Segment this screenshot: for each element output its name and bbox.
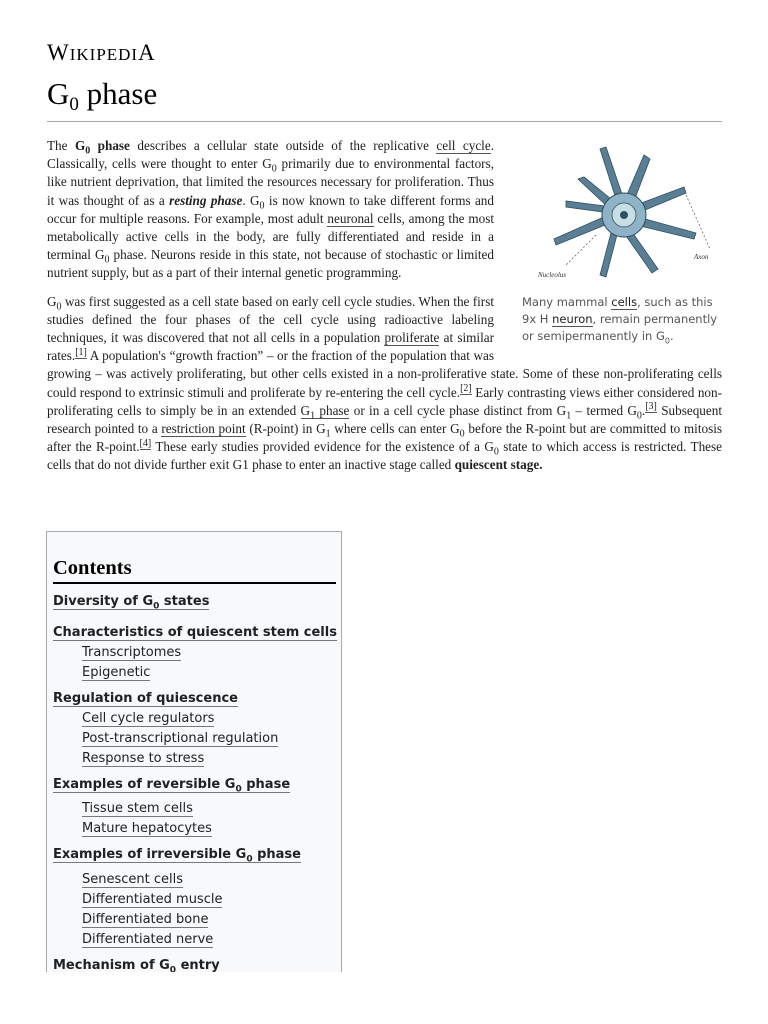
text: A population's “growth fraction” – or the fraction of the population that was growing – was actively proliferating, but other cells existed in a non-proliferative state. Some of these non-proliferating cells could respond to extrinsic stimuli and proliferate by re-entering the cell cycle. <box>47 348 722 400</box>
toc-link[interactable]: Cell cycle regulators <box>82 710 215 726</box>
caption-text: . <box>670 329 674 344</box>
toc-item-mechanism[interactable] <box>47 956 341 972</box>
article-body <box>47 137 722 475</box>
text: . Classically, cells were thought to enter G <box>47 138 495 172</box>
text: before the R-point but are committed to mitosis after the R-point. <box>47 421 723 455</box>
subscript: 1 <box>310 410 316 422</box>
caption-link-cells[interactable]: cells <box>611 295 638 310</box>
text: The <box>47 138 75 153</box>
caption-subscript: 0 <box>664 336 670 346</box>
text: states <box>159 594 210 609</box>
toc-list <box>47 592 341 972</box>
page-title <box>47 76 157 116</box>
subscript: 0 <box>271 163 277 175</box>
text: phase <box>252 847 301 863</box>
toc-item-response-to-stress[interactable] <box>47 749 341 769</box>
subscript: 0 <box>493 446 499 458</box>
wordmark-a: A <box>138 40 156 65</box>
text: primarily due to environmental factors, like nutrient deprivation, that limited the resources necessary for proliferation. Thus it was thought of as a <box>47 156 495 208</box>
text: Examples of reversible G <box>53 776 236 792</box>
text: phase <box>90 138 130 153</box>
text: phase. Neurons reside in this state, not because of stochastic or limited nutrient supply, but as a part of their internal genetic programming. <box>47 247 495 281</box>
toc-link[interactable]: Response to stress <box>82 750 205 766</box>
toc-link[interactable] <box>53 958 220 972</box>
text: at similar rates. <box>47 330 494 364</box>
text: G <box>47 293 57 309</box>
toc-item-transcriptomes[interactable] <box>47 643 341 663</box>
toc-link[interactable] <box>53 847 301 863</box>
axon-label: Axon <box>694 253 709 261</box>
subscript: 1 <box>325 428 331 440</box>
link-neuronal[interactable]: neuronal <box>327 210 374 226</box>
link-cell-cycle[interactable]: cell cycle <box>436 138 491 153</box>
toc-item-cell-cycle-regulators[interactable] <box>47 709 341 729</box>
toc-item-tissue-stem-cells[interactable] <box>47 799 341 819</box>
wikipedia-wordmark[interactable] <box>47 40 156 66</box>
toc-link[interactable]: Post-transcriptional regulation <box>82 730 279 746</box>
toc-link[interactable] <box>53 594 209 610</box>
toc-link[interactable]: Senescent cells <box>82 871 184 887</box>
text: describes a cellular state outside of the replicative <box>129 138 437 153</box>
figure-thumbnail <box>522 137 722 345</box>
link-proliferate[interactable]: proliferate <box>384 330 440 346</box>
text: . <box>641 402 646 418</box>
text: Diversity of G <box>53 594 154 609</box>
text: G <box>74 138 86 153</box>
text: Early contrasting views either considered non-proliferating cells to simply be in an extended <box>47 384 722 418</box>
toc-item-epigenetic[interactable] <box>47 663 341 683</box>
toc-link[interactable]: Differentiated bone <box>82 911 209 927</box>
text: Mechanism of G <box>53 957 170 972</box>
reference-2[interactable]: [2] <box>460 383 472 395</box>
toc-item-irreversible[interactable] <box>47 845 341 870</box>
toc-item-post-transcriptional[interactable] <box>47 729 341 749</box>
title-rest: phase <box>78 76 158 111</box>
subscript: 0 <box>259 200 265 212</box>
caption-text: Many mammal <box>522 295 612 310</box>
text: (R-point) in G <box>245 421 326 437</box>
reference-3[interactable]: [3] <box>645 401 657 413</box>
subscript: 0 <box>56 301 62 313</box>
bold-italic-term: resting phase <box>169 192 243 208</box>
caption-text: , such as this 9x H <box>522 295 713 327</box>
toc-item-regulation[interactable] <box>47 689 341 709</box>
toc-link[interactable]: Differentiated muscle <box>82 891 223 907</box>
text: Examples of irreversible G <box>53 847 247 863</box>
text: G <box>300 402 311 418</box>
caption-link-neuron[interactable]: neuron <box>552 312 593 327</box>
subscript: 0 <box>246 854 253 865</box>
title-g: G <box>47 76 70 111</box>
wordmark-w: W <box>47 40 70 65</box>
subscript: 1 <box>566 410 572 422</box>
bold-term: quiescent stage. <box>454 457 543 473</box>
toc-item-mature-hepatocytes[interactable] <box>47 819 341 839</box>
text: or in a cell cycle phase distinct from G <box>349 402 567 418</box>
subscript: 0 <box>459 428 465 440</box>
bold-term <box>74 138 130 157</box>
toc-link[interactable]: Epigenetic <box>82 664 151 680</box>
link-g1-phase[interactable] <box>300 402 350 422</box>
toc-link[interactable]: Characteristics of quiescent stem cells <box>53 624 337 640</box>
text: . G <box>242 192 260 208</box>
toc-link[interactable]: Tissue stem cells <box>82 801 193 817</box>
toc-link[interactable]: Mature hepatocytes <box>82 821 212 837</box>
toc-item-senescent-cells[interactable] <box>47 870 341 890</box>
subscript: 0 <box>153 601 160 612</box>
toc-item-differentiated-muscle[interactable] <box>47 890 341 910</box>
text: cells, among the most metabolically active cells in the body, are fully differentiated and reside in a terminal G <box>47 210 494 263</box>
text: Subsequent research pointed to a <box>47 402 722 437</box>
text: was first suggested as a cell state based on early cell cycle studies. When the first studies defined the four phases of the cell cycle using radioactive labeling techniques, it was discovered that not all cells in a population <box>47 293 494 346</box>
subscript: 0 <box>235 784 242 795</box>
text: phase <box>315 402 350 418</box>
toc-title: Contents <box>53 557 336 584</box>
toc-link[interactable]: Transcriptomes <box>82 644 182 660</box>
toc-item-diversity[interactable] <box>47 592 341 617</box>
nucleolus-label: Nucleolus <box>538 271 566 279</box>
text: – termed G <box>571 402 637 418</box>
wordmark-ikipedi: IKIPEDI <box>69 45 139 64</box>
text: entry <box>176 957 220 972</box>
toc-link[interactable] <box>53 777 290 793</box>
subscript: 0 <box>104 254 110 266</box>
title-subscript: 0 <box>69 94 79 115</box>
subscript: 0 <box>85 145 91 157</box>
reference-1[interactable]: [1] <box>75 346 87 358</box>
text: phase <box>241 776 291 792</box>
reference-4[interactable]: [4] <box>139 437 152 449</box>
text: These early studies provided evidence for the existence of a G <box>151 439 494 455</box>
toc-item-reversible[interactable] <box>47 775 341 800</box>
neuron-illustration-image[interactable] <box>526 137 722 287</box>
toc-link[interactable]: Differentiated nerve <box>82 931 214 947</box>
subscript: 0 <box>636 410 642 422</box>
table-of-contents <box>46 531 342 972</box>
title-divider <box>47 121 722 122</box>
toc-item-differentiated-nerve[interactable] <box>47 930 341 950</box>
toc-link[interactable]: Regulation of quiescence <box>53 690 238 706</box>
toc-item-characteristics[interactable] <box>47 623 341 643</box>
toc-item-differentiated-bone[interactable] <box>47 910 341 930</box>
text: where cells can enter G <box>330 421 460 437</box>
figure-caption <box>522 294 722 345</box>
caption-text: , remain permanently or semipermanently in G <box>522 312 718 344</box>
text: is now known to take different forms and occur for multiple reasons. For example, most adult <box>47 192 494 226</box>
link-restriction-point[interactable]: restriction point <box>161 421 246 437</box>
subscript: 0 <box>169 965 177 972</box>
text: state to which access is restricted. These cells that do not divide further exit G1 phase to enter an inactive stage called <box>47 439 723 473</box>
